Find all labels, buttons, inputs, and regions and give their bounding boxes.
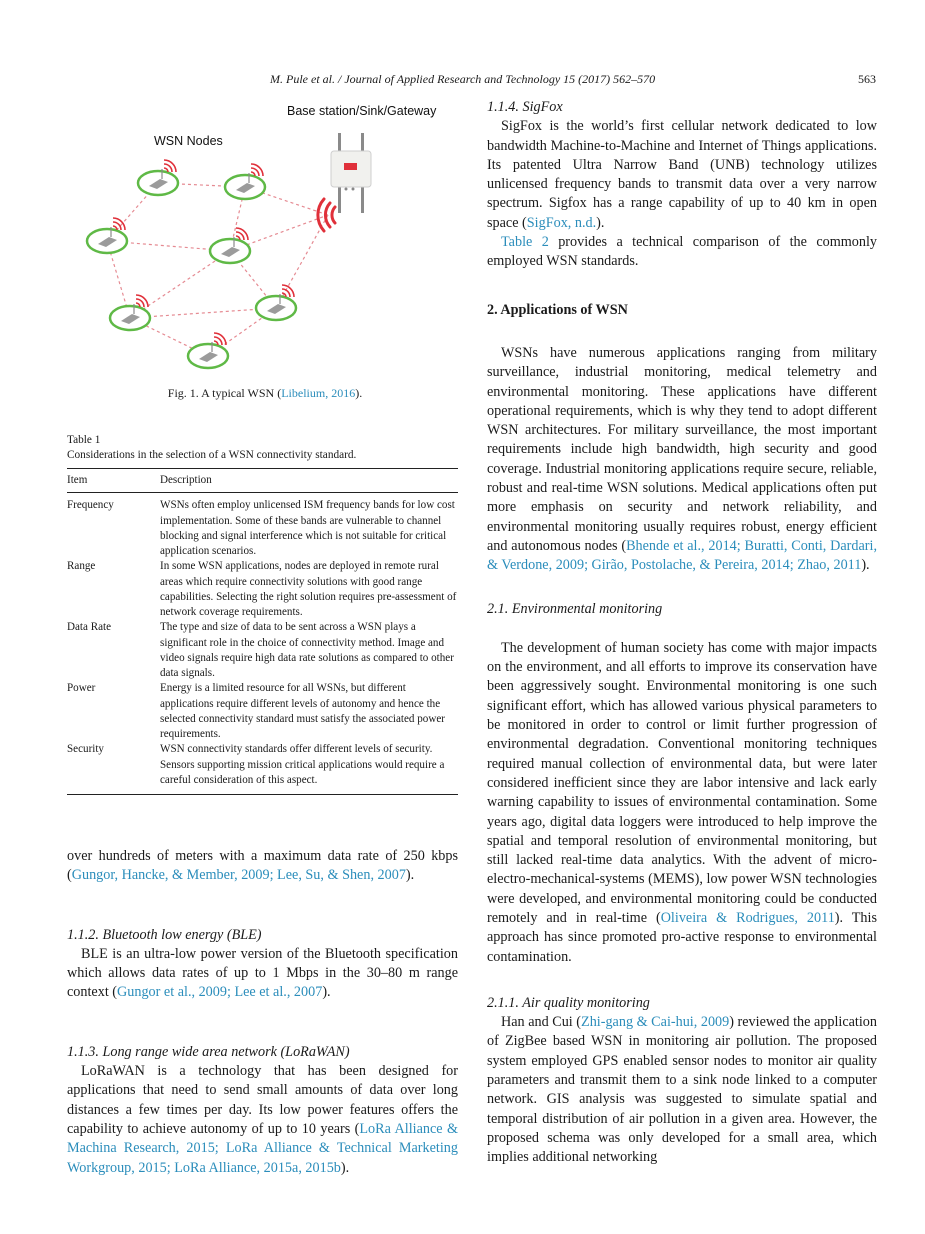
section-heading-ble: 1.1.2. Bluetooth low energy (BLE)	[67, 926, 262, 943]
paragraph-text-end: ). This approach has since promoted pro-active response to environmental contamination.	[487, 909, 877, 965]
paragraph-text-end: ).	[861, 557, 870, 574]
table-cell-item: Range	[67, 560, 96, 573]
table-row	[67, 559, 458, 620]
section-heading-lorawan: 1.1.3. Long range wide area network (LoRaWAN)	[67, 1043, 350, 1060]
figure-wsn-diagram	[65, 95, 465, 385]
sensor-node-icon	[210, 228, 250, 263]
paragraph-text: provides a technical comparison of the commonly employed WSN standards.	[487, 234, 878, 270]
air-quality-paragraph	[487, 1013, 877, 1167]
citation-link[interactable]: LoRa Alliance & Machina Research, 2015; LoRa Alliance & Technical Marketing Workgroup, 2015; LoRa Alliance, 2015a, 2015b	[67, 1120, 458, 1176]
applications-paragraph	[487, 344, 877, 576]
paragraph-text: WSNs have numerous applications ranging from military surveillance, industrial monitoring, medical telemetry and environmental monitoring. These applications have different operational requirements, which is why they tend to adopt different WSN architectures. For military surveillance, the most important requirements include high bandwidth, high security and good coverage. Industrial monitoring applications require secure, reliable, robust and real-time WSN solutions. Medical applications often put more emphasis on security and network reliability, and environmental monitoring usually requires robust, energy efficient and autonomous nodes (	[487, 344, 877, 554]
table2-paragraph	[487, 233, 877, 272]
table-cell-item: Power	[67, 682, 96, 695]
caption-text: Fig. 1. A typical WSN (	[167, 386, 282, 400]
environmental-paragraph	[487, 639, 877, 967]
table-title: Considerations in the selection of a WSN connectivity standard.	[67, 449, 357, 461]
citation-link[interactable]: SigFox, n.d.	[526, 214, 597, 231]
table-cell-description: The type and size of data to be sent across a WSN plays a significant role in the choice of connectivity method. Image and video signals require high data rate solutions as compared to other data signals.	[160, 621, 454, 679]
citation-link[interactable]: Libelium, 2016	[281, 386, 356, 400]
sensor-node-icon	[225, 164, 265, 199]
sensor-node-icon	[188, 333, 228, 368]
paragraph-text-end: ).	[405, 867, 415, 884]
gateway-label: Base station/Sink/Gateway	[287, 104, 437, 118]
paragraph-text: BLE is an ultra-low power version of the Bluetooth specification which allows data rates of up to 1 Mbps in the 30–80 m range context (	[67, 945, 458, 1001]
zigbee-paragraph-tail	[67, 847, 458, 886]
caption-text-end: ).	[355, 386, 363, 400]
considerations-table	[67, 468, 458, 795]
gateway-signal-icon	[318, 199, 335, 231]
table-cell-description: In some WSN applications, nodes are deployed in remote rural areas which require connectivity solutions with good range capabilities. Selecting the right solution requires pre-assessment of network coverage requirements.	[160, 560, 457, 618]
paragraph-text: ) reviewed the application of ZigBee based WSN in monitoring air pollution. The proposed system employed GPS enabled sensor nodes to monitor air quality parameters and transmit them to a sink node linked to a computer network. GIS analysis was suggested to simulate spatial and temporal distribution of air pollution in a given area. However, the proposed schema was only developed for a small area, which implies additional networking	[487, 1014, 877, 1166]
base-station-icon	[331, 133, 371, 213]
citation-link[interactable]: Bhende et al., 2014; Buratti, Conti, Dardari, & Verdone, 2009; Girão, Postolache, & Pereira, 2014; Zhao, 2011	[487, 537, 877, 574]
sensor-node-icon	[138, 160, 178, 195]
table-cell-description: Energy is a limited resource for all WSNs, but different applications require different levels of autonomy and hence the selected connectivity standard must satisfy the associated power requirements.	[160, 682, 445, 740]
left-column-text	[67, 847, 458, 1178]
table-2-link[interactable]: Table 2	[501, 234, 549, 251]
citation-link[interactable]: Gungor, Hancke, & Member, 2009; Lee, Su, & Shen, 2007	[71, 867, 406, 884]
paragraph-text: LoRaWAN is a technology that has been designed for applications that need to send small amounts of data over long distances a few times per day. Its low power features offers the capability to achieve autonomy of up to 10 years (	[67, 1063, 458, 1137]
running-head: M. Pule et al. / Journal of Applied Research and Technology 15 (2017) 562–570	[270, 72, 656, 86]
page-number: 563	[858, 72, 876, 86]
section-heading-applications: 2. Applications of WSN	[487, 301, 628, 318]
network-links	[107, 183, 328, 356]
sigfox-paragraph	[487, 117, 877, 233]
table-header-row	[67, 469, 458, 493]
table-cell-item: Frequency	[67, 499, 114, 512]
paragraph-text-start: Han and Cui (	[501, 1014, 582, 1031]
citation-link[interactable]: Gungor et al., 2009; Lee et al., 2007	[117, 984, 323, 1001]
section-heading-environmental: 2.1. Environmental monitoring	[487, 600, 663, 617]
table-cell-description: WSN connectivity standards offer different levels of security. Sensors supporting mission critical applications would require a careful consideration of this aspect.	[160, 743, 445, 786]
table-cell-description: WSNs often employ unlicensed ISM frequency bands for low cost implementation. Some of these bands are vulnerable to channel blocking and signal interference which is not suitable for critical application scenarios.	[160, 499, 455, 557]
citation-link[interactable]: Oliveira & Rodrigues, 2011	[660, 909, 835, 926]
paragraph-text-end: ).	[596, 214, 605, 231]
table-cell-item: Security	[67, 743, 104, 756]
table-row	[67, 742, 458, 794]
sensor-node-icon	[110, 295, 150, 330]
column-header-description: Description	[160, 474, 212, 486]
table-label: Table 1	[67, 434, 101, 446]
wsn-network-diagram	[65, 95, 465, 385]
table-row	[67, 620, 458, 681]
table-1	[67, 433, 458, 795]
column-header-item: Item	[67, 474, 88, 486]
paragraph-text: The development of human society has come with major impacts on the environment, and all efforts to improve its conservation have been aggressively sought. Environmental monitoring is one such significant effort, which has allowed various physical parameters to be monitored in order to control or limit further progression of environmental degradation. Conventional monitoring techniques required manual collection of environmental data, but were later considered inefficient since they are labor intensive and lack early warning capability to issues of environmental contamination. Some years ago, digital data loggers were introduced to help improve the spatial and temporal resolution of environmental monitoring, but still lacked real-time data analytics. With the advent of micro-electro-mechanical-systems (MEMS), low power WSN technologies were developed, and environmental monitoring could be conducted remotely and in real-time (	[487, 639, 877, 926]
citation-link[interactable]: Zhi-gang & Cai-hui, 2009	[581, 1014, 730, 1031]
sensor-node-icon	[87, 218, 127, 253]
right-column-text	[487, 98, 877, 1168]
section-heading-air-quality: 2.1.1. Air quality monitoring	[487, 994, 650, 1011]
paragraph-text: over hundreds of meters with a maximum data rate of 250 kbps (	[67, 848, 458, 884]
ble-paragraph	[67, 945, 458, 1003]
table-row	[67, 681, 458, 742]
table-cell-item: Data Rate	[67, 621, 112, 634]
section-heading-sigfox: 1.1.4. SigFox	[487, 99, 563, 115]
table-row	[67, 493, 458, 560]
lorawan-paragraph	[67, 1062, 458, 1178]
nodes-label: WSN Nodes	[154, 134, 223, 148]
paragraph-text: SigFox is the world’s first cellular network dedicated to low bandwidth Machine-to-Machine and Internet of Things applications. Its patented Ultra Narrow Band (UNB) technology utilizes unlicensed frequency bands to transmit data over a very narrow spectrum. Sigfox has a range capability of up to 40 km in open space (	[487, 118, 877, 231]
paragraph-text-end: ).	[340, 1159, 350, 1176]
paragraph-text-end: ).	[322, 984, 331, 1001]
figure-caption	[65, 386, 465, 401]
